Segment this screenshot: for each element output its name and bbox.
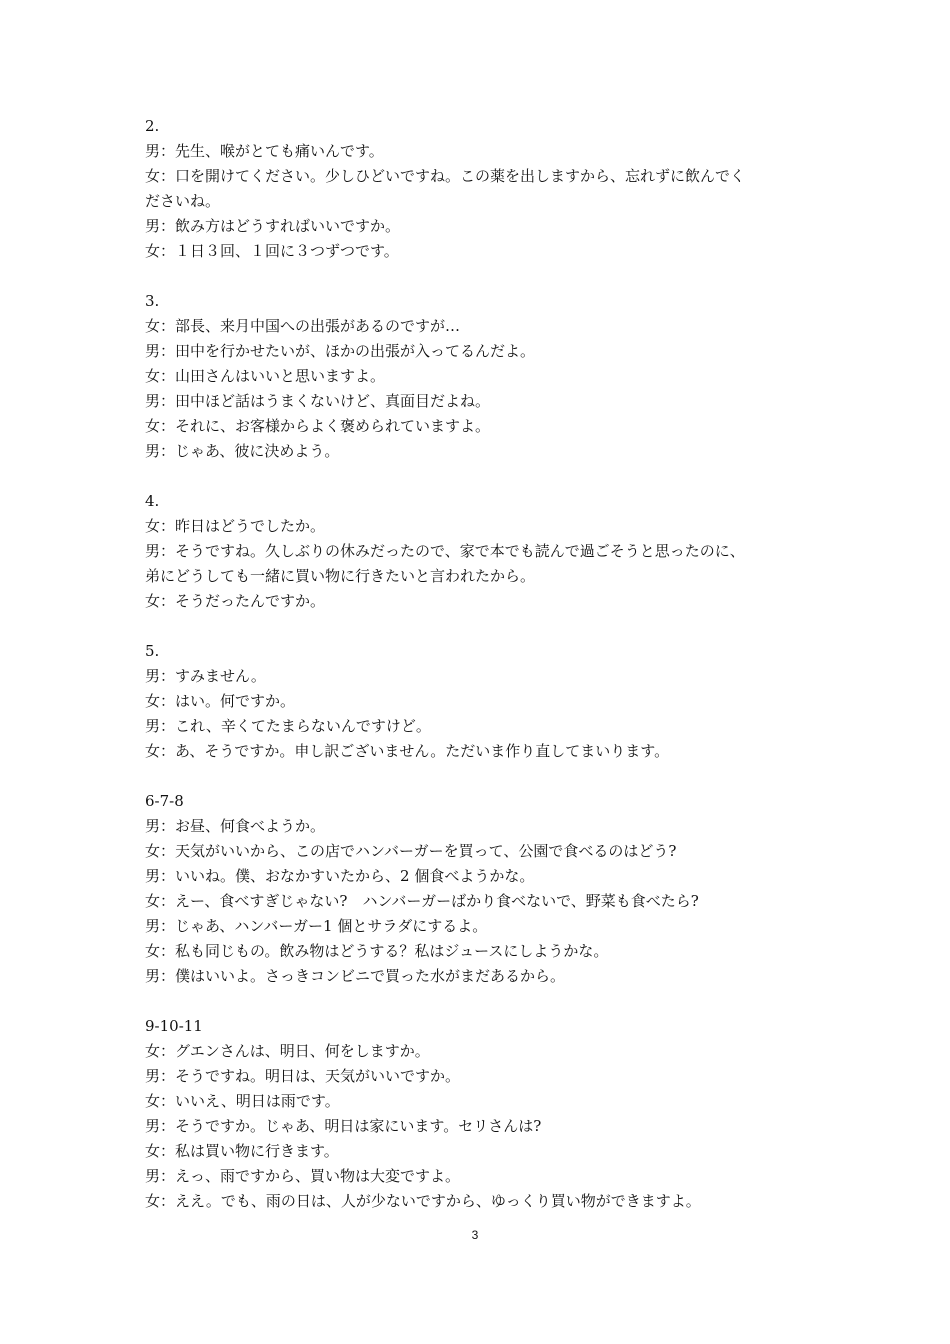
section-heading: 9-10-11 [145,1017,203,1035]
dialogue-line: 女：山田さんはいいと思いますよ。 [145,367,386,385]
dialogue-line: 男：先生、喉がとても痛いんです。 [145,142,384,160]
dialogue-line: 女：部長、来月中国への出張があるのですが… [145,317,461,335]
dialogue-line: 男：すみません。 [145,667,266,685]
dialogue-line: 男：いいね。僕、おなかすいたから、2 個食べようかな。 [145,867,535,885]
dialogue-line: 女：いいえ、明日は雨です。 [145,1092,340,1110]
dialogue-line: 女：そうだったんですか。 [145,592,326,610]
dialogue-line: 女：天気がいいから、この店でハンバーガーを買って、公園で食べるのはどう? [145,842,677,860]
section-heading: 5. [145,642,160,660]
page-number: 3 [471,1228,479,1242]
dialogue-line: 女：グエンさんは、明日、何をしますか。 [145,1042,430,1060]
dialogue-line: 女：昨日はどうでしたか。 [145,517,326,535]
dialogue-section [145,114,825,264]
dialogue-line: 女：１日３回、１回に３つずつです。 [145,242,399,260]
dialogue-line: 男：そうですね。久しぶりの休みだったので、家で本でも読んで過ごそうと思ったのに、 [145,542,745,560]
dialogue-line: 男：そうですね。明日は、天気がいいですか。 [145,1067,461,1085]
dialogue-section [145,489,825,614]
dialogue-line: 女：はい。何ですか。 [145,692,296,710]
dialogue-line: 女：えー、食べすぎじゃない? ハンバーガーばかり食べないで、野菜も食べたら? [145,892,699,910]
dialogue-line: 女：私も同じもの。飲み物はどうする？私はジュースにしようかな。 [145,942,609,960]
dialogue-line: 男：じゃあ、彼に決めよう。 [145,442,340,460]
section-heading: 3. [145,292,160,310]
dialogue-section [145,639,825,764]
dialogue-line: 男：そうですか。じゃあ、明日は家にいます。セリさんは? [145,1117,542,1135]
dialogue-line: 男：お昼、何食べようか。 [145,817,326,835]
dialogue-line: 男：えっ、雨ですから、買い物は大変ですよ。 [145,1167,461,1185]
dialogue-line: 男：田中ほど話はうまくないけど、真面目だよね。 [145,392,491,410]
section-heading: 6-7-8 [145,792,184,810]
transcript-body [145,114,825,1239]
dialogue-line: 男：田中を行かせたいが、ほかの出張が入ってるんだよ。 [145,342,536,360]
dialogue-section [145,789,825,989]
dialogue-section [145,1014,825,1214]
dialogue-line: 女：私は買い物に行きます。 [145,1142,339,1160]
dialogue-line: 男：飲み方はどうすればいいですか。 [145,217,401,235]
dialogue-line: 女：口を開けてください。少しひどいですね。この薬を出しますから、忘れずに飲んでく [145,167,746,185]
section-heading: 2. [145,117,160,135]
dialogue-line: 女：ええ。でも、雨の日は、人が少ないですから、ゆっくり買い物ができますよ。 [145,1192,701,1210]
dialogue-section [145,289,825,464]
dialogue-line: 男：じゃあ、ハンバーガー1 個とサラダにするよ。 [145,917,488,935]
dialogue-line: 女：あ、そうですか。申し訳ございません。ただいま作り直してまいります。 [145,742,670,760]
dialogue-line: 男：これ、辛くてたまらないんですけど。 [145,717,431,735]
dialogue-line: 弟にどうしても一緒に買い物に行きたいと言われたから。 [145,567,536,585]
dialogue-line: 女：それに、お客様からよく褒められていますよ。 [145,417,491,435]
section-heading: 4. [145,492,160,510]
dialogue-line: 男：僕はいいよ。さっきコンビニで買った水がまだあるから。 [145,967,566,985]
dialogue-line: ださいね。 [145,192,221,210]
